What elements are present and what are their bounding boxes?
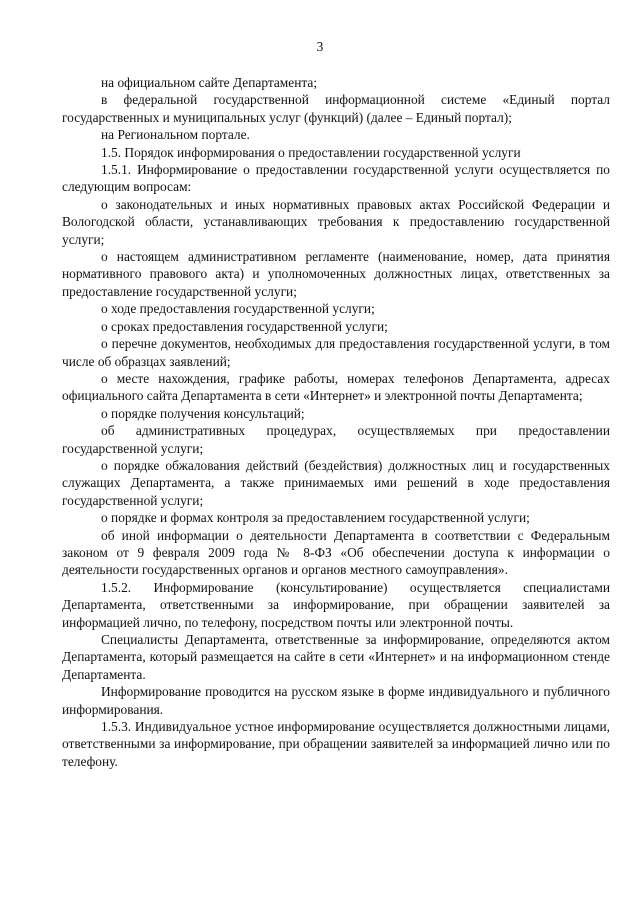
list-item: об административных процедурах, осуществляемых при предоставлении государственной услуги; — [62, 423, 610, 456]
subsection-paragraph: 1.5.3. Индивидуальное устное информирование осуществляется должностными лицами, ответственными за информирование, при обращении заявителей за информацией лично или по телефону. — [62, 719, 610, 769]
list-item: о сроках предоставления государственной услуги; — [101, 318, 388, 334]
paragraph: Информирование проводится на русском языке в форме индивидуального и публичного информирования. — [62, 684, 610, 717]
subsection-paragraph: 1.5.2. Информирование (консультирование) осуществляется специалистами Департамента, ответственными за информирование, при обращении заявителей за информацией лично, по телефону, посредством почты или электронной почты. — [62, 579, 610, 630]
paragraph: в федеральной государственной информационной системе «Единый портал государственных и муниципальных услуг (функций) (далее – Единый портал); — [62, 92, 610, 125]
list-item: о порядке и формах контроля за предоставлением государственной услуги; — [101, 510, 530, 526]
list-item: об иной информации о деятельности Департамента в соответствии с Федеральным законом от 9 февраля 2009 года № 8-ФЗ «Об обеспечении доступа к информации о деятельности государственных органов и органов местного самоуправления». — [62, 527, 610, 578]
list-item: о порядке обжалования действий (бездействия) должностных лиц и государственных служащих Департамента, а также принимаемых ими решений в ходе предоставления государственной услуги; — [62, 457, 610, 508]
list-item: о перечне документов, необходимых для предоставления государственной услуги, в том числе об образцах заявлений; — [62, 336, 610, 369]
list-item: о месте нахождения, графике работы, номерах телефонов Департамента, адресах официального сайта Департамента в сети «Интернет» и электронной почты Департамента; — [62, 370, 610, 404]
paragraph: на Региональном портале. — [101, 127, 250, 143]
list-item: о законодательных и иных нормативных правовых актах Российской Федерации и Вологодской области, устанавливающих требования к предоставлению государственной услуги; — [62, 196, 610, 247]
document-body — [62, 74, 610, 770]
list-item: о ходе предоставления государственной услуги; — [101, 301, 375, 317]
page-number: 3 — [316, 39, 324, 54]
paragraph: на официальном сайте Департамента; — [101, 75, 318, 90]
subsection-paragraph: 1.5.1. Информирование о предоставлении государственной услуги осуществляется по следующим вопросам: — [62, 162, 610, 195]
section-heading: 1.5. Порядок информирования о предоставлении государственной услуги — [101, 144, 521, 160]
list-item: о настоящем административном регламенте (наименование, номер, дата принятия нормативного правового акта) и уполномоченных должностных лицах, ответственных за предоставление государственной услуги; — [62, 249, 610, 299]
paragraph: Специалисты Департамента, ответственные за информирование, определяются актом Департамента, который размещается на сайте в сети «Интернет» и на информационном стенде Департамента. — [62, 632, 610, 682]
list-item: о порядке получения консультаций; — [101, 405, 305, 421]
